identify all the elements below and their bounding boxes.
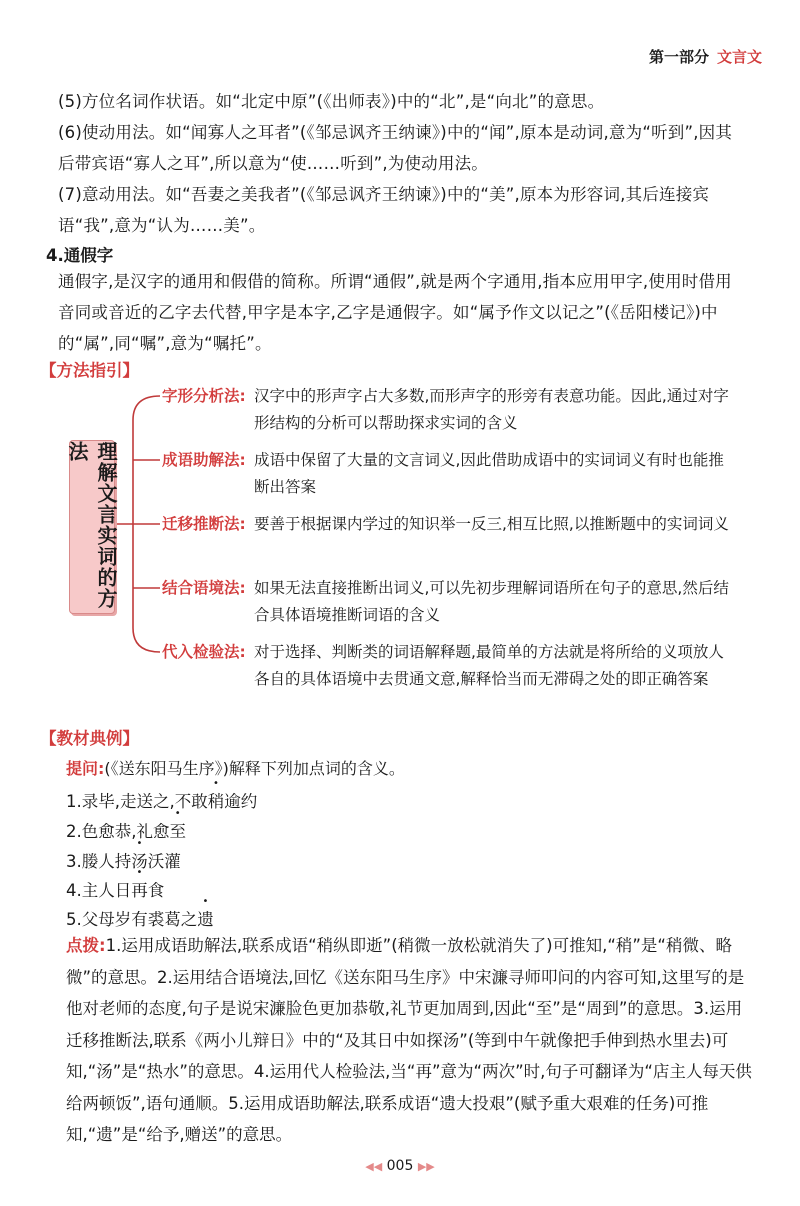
item-text: 逾约: [224, 792, 258, 811]
item-text: 沃灌: [147, 852, 181, 871]
item-text: 1.录毕,走送之,不敢: [66, 792, 208, 811]
left-arrows-icon: ◀◀: [365, 1160, 383, 1173]
tongjia-heading: 4.通假字: [46, 246, 114, 265]
example-item-4: [66, 877, 164, 901]
branch-label: 结合语境法:: [162, 579, 246, 597]
usage-item-5: (5)方位名词作状语。如“北定中原”(《出师表》)中的“北”,是“向北”的意思。: [58, 92, 605, 111]
page-number-text: 005: [386, 1158, 414, 1174]
branch-text: 成语中保留了大量的文言词义,因此借助成语中的实词词义有时也能推断出答案: [254, 451, 724, 496]
dotted-word: 稍: [207, 792, 225, 811]
branch-label: 迁移推断法:: [162, 515, 246, 533]
header-section: 第一部分: [648, 48, 709, 66]
item-text: 食: [147, 881, 165, 900]
example-item-5: [66, 906, 214, 930]
branch-text: 要善于根据课内学过的知识举一反三,相互比照,以推断题中的实词词义: [254, 515, 729, 533]
tongjia-text: 通假字,是汉字的通用和假借的简称。所谓“通假”,就是两个字通用,指本应用甲字,使用时借用音同或音近的乙字去代替,甲字是本字,乙字是通假字。如“属予作文以记之”(《岳阳楼记》)中的“属”,同“嘱”,意为“嘱托”。: [58, 272, 732, 353]
example-tag: 【教材典例】: [40, 729, 139, 748]
method-tag-label: 方法指引: [56, 361, 123, 380]
branch-label: 字形分析法:: [162, 387, 246, 405]
dotted-word: 至: [169, 822, 186, 841]
usage-item-7: (7)意动用法。如“吾妻之美我者”(《邹忌讽齐王纳谏》)中的“美”,原本为形容词,其后连接宾语“我”,意为“认为……美”。: [58, 185, 710, 235]
tip-label: 点拨:: [66, 936, 106, 955]
question-label: 提问:: [66, 759, 105, 778]
branch-label: 成语助解法:: [162, 451, 246, 469]
item-text: 5.父母岁有裘葛之: [66, 910, 198, 929]
example-item-1: [66, 788, 257, 812]
dotted-word: 再: [131, 881, 148, 900]
branch-text: 如果无法直接推断出词义,可以先初步理解词语所在句子的意思,然后结合具体语境推断词语的含义: [254, 579, 729, 624]
example-tip: [66, 930, 752, 1151]
example-item-2: [66, 818, 186, 842]
item-text: 3.媵人持: [66, 852, 132, 871]
example-tag-label: 教材典例: [56, 729, 123, 748]
page-number: [0, 1158, 800, 1174]
method-tag: 【方法指引】: [40, 361, 139, 380]
branch-text: 汉字中的形声字占大多数,而形声字的形旁有表意功能。因此,通过对字形结构的分析可以帮助探求实词的含义: [254, 387, 729, 432]
usage-item-6: (6)使动用法。如“闻寡人之耳者”(《邹忌讽齐王纳谏》)中的“闻”,原本是动词,意为“听到”,因其后带宾语“寡人之耳”,所以意为“使……听到”,为使动用法。: [58, 123, 733, 173]
question-text: (《送东阳马生序》)解释下列加点词的含义。: [104, 759, 405, 778]
dotted-word: 遗: [197, 910, 214, 929]
branch-text: 对于选择、判断类的词语解释题,最简单的方法就是将所给的义项放人各自的具体语境中去贯通文意,解释恰当而无滞碍之处的即正确答案: [254, 643, 724, 688]
item-text: 4.主人日: [66, 881, 132, 900]
mind-map-root: 理解文言实词的方法: [69, 440, 115, 614]
example-question: [66, 756, 405, 779]
tip-text: 1.运用成语助解法,联系成语“稍纵即逝”(稍微一放松就消失了)可推知,“稍”是“稍微、略微”的意思。2.运用结合语境法,回忆《送东阳马生序》中宋濂寻师叩问的内容可知,这里写的是他对老师的态度,句子是说宋濂脸色更加恭敬,礼节更加周到,因此“至”是“周到”的意思。3.运用迁移推断法,联系《两小儿辩日》中的“及其日中如探汤”(等到中午就像把手伸到热水里去)可知,“汤”是“热水”的意思。4.运用代人检验法,当“再”意为“两次”时,句子可翻译为“店主人每天供给两顿饭”,语句通顺。5.运用成语助解法,联系成语“遗大投艰”(赋予重大艰难的任务)可推知,“遗”是“给予,赠送”的意思。: [66, 936, 752, 1144]
dotted-word: 汤: [131, 852, 148, 871]
example-item-3: [66, 848, 181, 872]
item-text: 2.色愈恭,礼愈: [66, 822, 170, 841]
right-arrows-icon: ▶▶: [417, 1160, 435, 1173]
branch-label: 代入检验法:: [162, 643, 246, 661]
header-subject: 文言文: [716, 48, 762, 66]
